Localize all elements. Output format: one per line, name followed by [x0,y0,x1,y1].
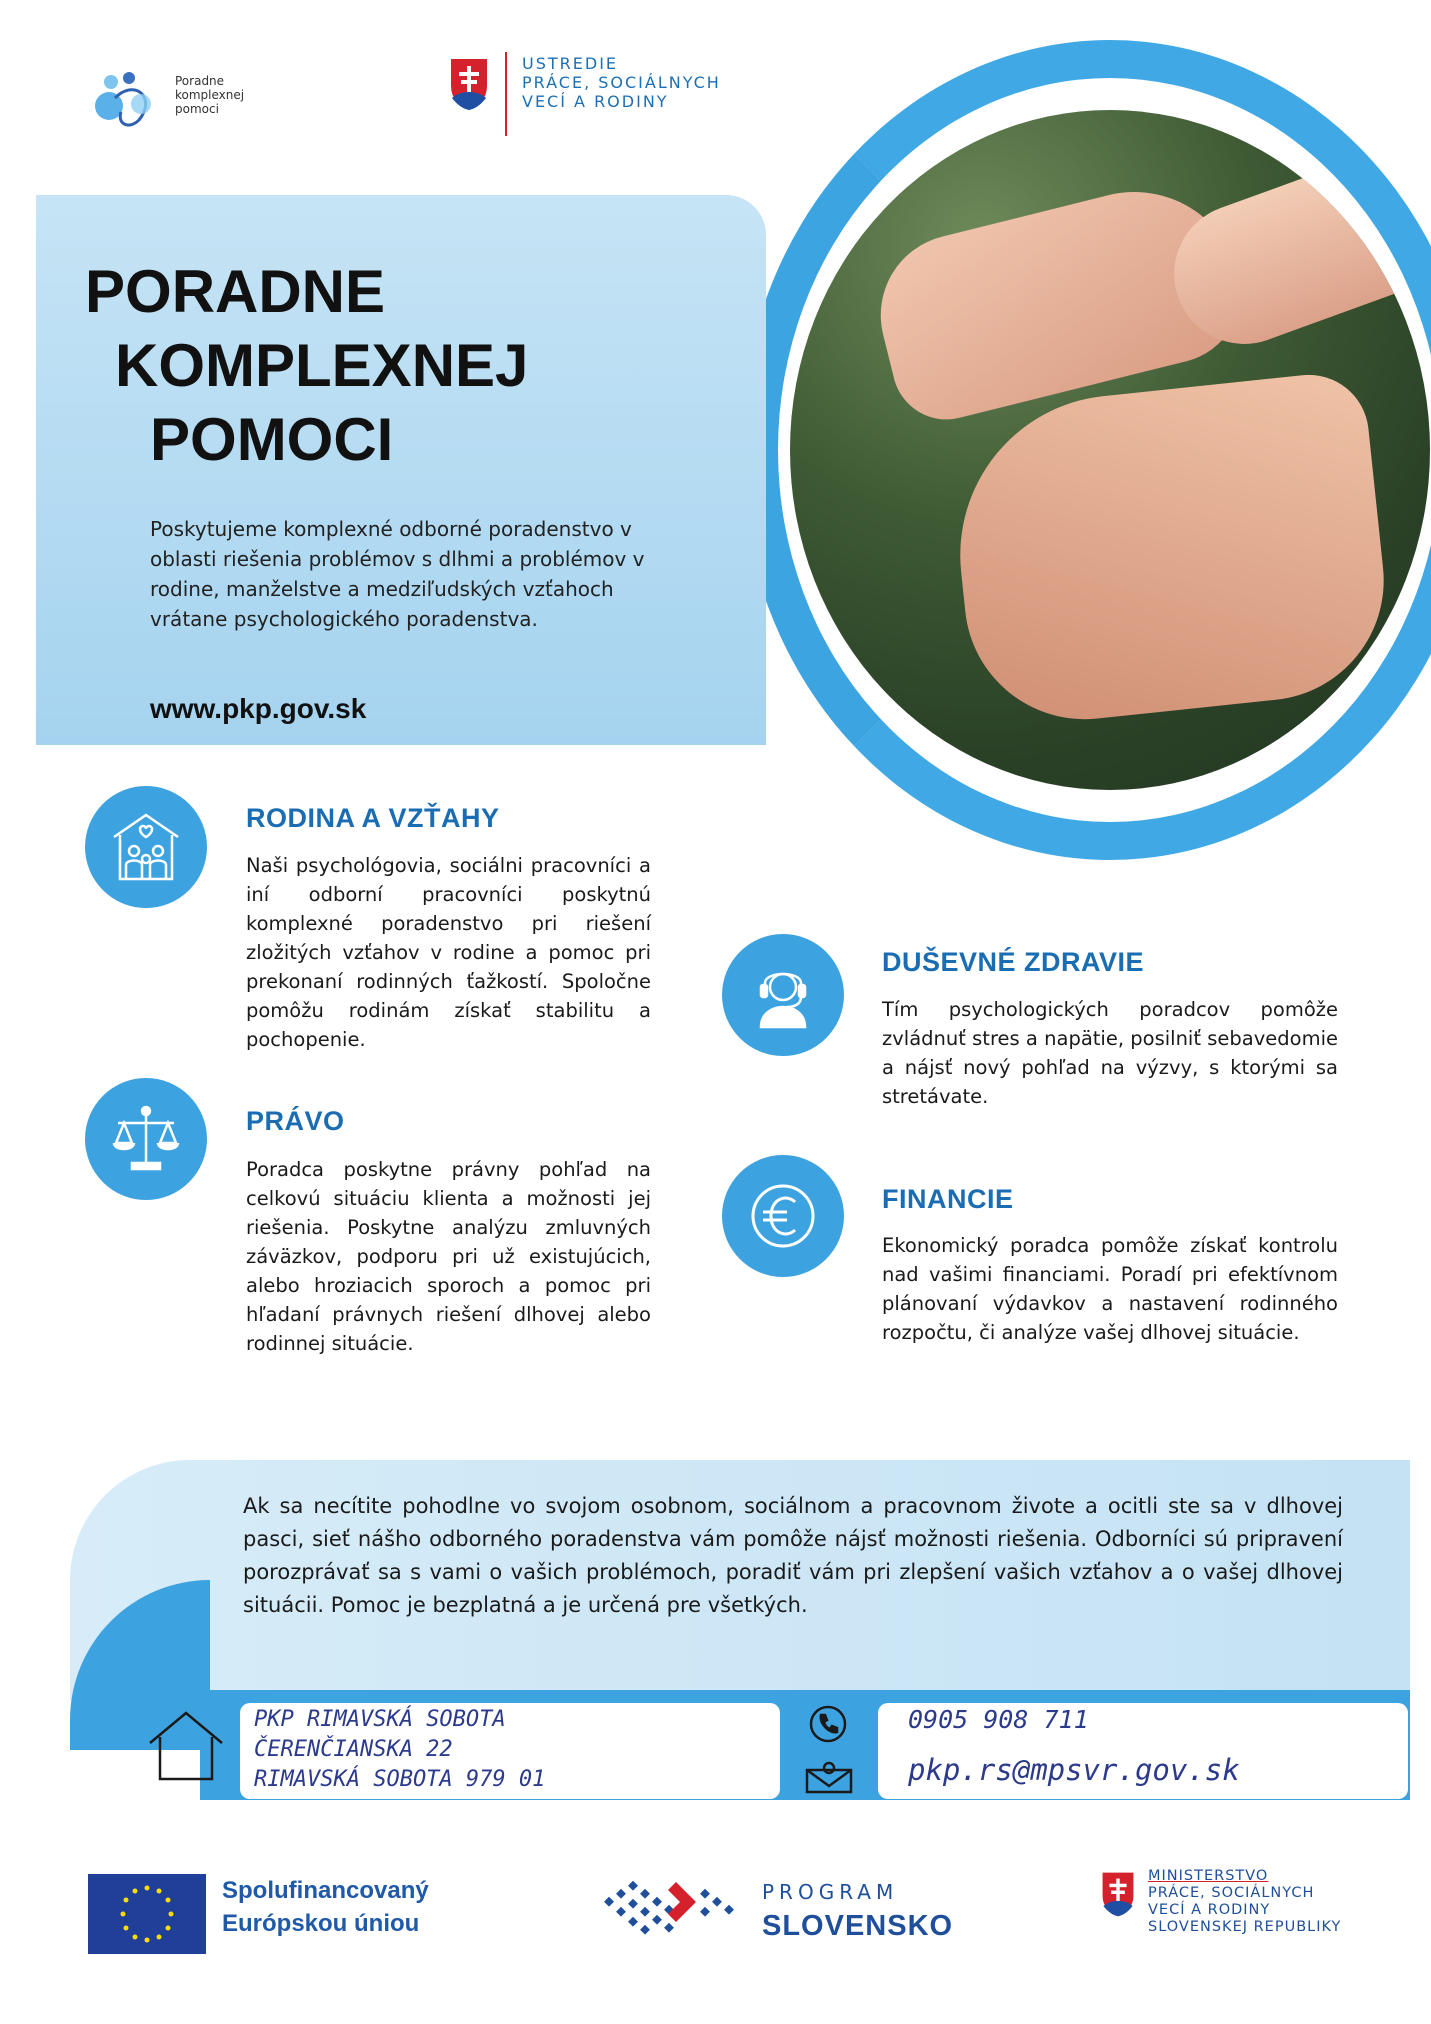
ustredie-line: USTREDIE [522,54,619,73]
address-box [240,1703,780,1799]
ustredie-logo-text [522,54,721,111]
section-title-rodina: RODINA A VZŤAHY [246,803,500,833]
logo-divider [505,52,507,136]
phone-number[interactable]: 0905 908 711 [908,1705,1089,1734]
slovensko-text: SLOVENSKO [762,1910,954,1942]
address-line: RIMAVSKÁ SOBOTA 979 01 [254,1767,546,1792]
title-line: KOMPLEXNEJ [115,332,529,399]
pkp-logo-text [175,74,244,116]
eu-flag-icon [88,1874,206,1954]
home-icon [146,1707,226,1783]
title-line: POMOCI [150,406,394,473]
slovak-coat-of-arms-icon [448,56,490,112]
ministry-text [1148,1868,1341,1936]
ustredie-line: VECÍ A RODINY [522,92,669,111]
pkp-logo-line: pomoci [175,102,219,116]
euro-icon [722,1155,844,1277]
ministry-coat-of-arms-icon [1100,1870,1136,1918]
section-text-rodina: Naši psychológovia, sociálni pracovníci a iní odborní pracovníci poskytnú komplexné poradenstvo pri riešení zložitých vzťahov v rodine a pomoc pri prekonaní rodinných ťažkostí. Spoločne pomôžu rodinám získať stabilitu a pochopenie. [246,854,651,1051]
hero-description: Poskytujeme komplexné odborné poradenstvo v oblasti riešenia problémov s dlhmi a problémov v rodine, manželstve a medziľudských vzťahoch vrátane psychologického poradenstva. [150,517,645,631]
address-line: ČERENČIANSKA 22 [254,1737,453,1762]
section-title-pravo: PRÁVO [246,1106,345,1136]
ministry-line: MINISTERSTVO [1148,1868,1269,1884]
ministry-line: SLOVENSKEJ REPUBLIKY [1148,1919,1342,1935]
section-text-pravo: Poradca poskytne právny pohľad na celkovú situáciu klienta a možnosti jej riešenia. Poskytne analýzu zmluvných záväzkov, podporu pri už existujúcich, alebo hroziacich sporoch a pomoc pri hľadaní právnych riešení dlhovej alebo rodinnej situácie. [246,1158,651,1355]
section-title-financie: FINANCIE [882,1184,1014,1214]
address-line: PKP RIMAVSKÁ SOBOTA [254,1707,506,1732]
pkp-logo [95,68,165,132]
phone-icon [808,1704,848,1744]
section-title-zdravie: DUŠEVNÉ ZDRAVIE [882,947,1145,977]
ministry-line: PRÁCE, SOCIÁLNYCH [1148,1885,1315,1901]
eu-cofinancing-text [222,1874,429,1940]
ustredie-line: PRÁCE, SOCIÁLNYCH [522,73,721,92]
pkp-logo-icon [95,68,165,132]
program-slovensko-logo-icon [596,1868,746,1958]
hands-photo [790,110,1430,790]
email-address[interactable]: pkp.rs@mpsvr.gov.sk [908,1753,1240,1787]
pkp-logo-line: Poradne [175,74,225,88]
page-title [85,255,528,477]
hand-shape [944,369,1395,731]
section-text-financie: Ekonomický poradca pomôže získať kontrolu nad vašimi financiami. Poradí pri efektívnom plánovaní výdavkov a nastavení rodinného rozpočtu, či analýze vašej dlhovej situácie. [882,1234,1338,1344]
headset-person-icon [722,934,844,1056]
ministry-line: VECÍ A RODINY [1148,1902,1271,1918]
eu-text-line: Európskou úniou [222,1910,420,1937]
scales-icon [85,1078,207,1200]
pkp-logo-line: komplexnej [175,88,245,102]
contact-box [878,1703,1408,1799]
family-house-icon [85,786,207,908]
website-link[interactable]: www.pkp.gov.sk [150,693,367,724]
title-line: PORADNE [85,258,386,325]
info-band-text: Ak sa necítite pohodlne vo svojom osobnom, sociálnom a pracovnom živote a ocitli ste sa v dlhovej pasci, sieť nášho odborného poradenstva vám pomôže nájsť možnosti riešenia. Odborníci sú pripravení porozprávať sa s vami o vašich problémoch, poradiť vám pri zlepšení vašich vzťahov a o vašej dlhovej situácii. Pomoc je bezplatná a je určená pre všetkých. [243,1494,1343,1617]
section-text-zdravie: Tím psychologických poradcov pomôže zvládnuť stres a napätie, posilniť sebavedomie a nájsť nový pohľad na výzvy, s ktorými sa stretávate. [882,998,1338,1108]
email-icon [805,1760,853,1794]
program-text: PROGRAM [762,1880,899,1904]
eu-text-line: Spolufinancovaný [222,1877,429,1904]
